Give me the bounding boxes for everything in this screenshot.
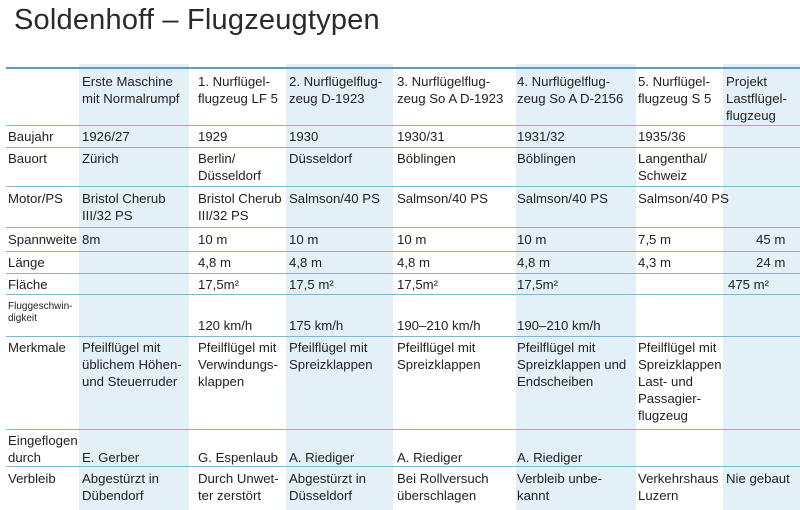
table-cell: Salmson/40 PS [638, 191, 729, 206]
table-cell: Salmson/40 PS [397, 191, 488, 206]
table-rule [6, 125, 800, 126]
table-cell: Pfeilflügel mit Verwindungs- klappen [198, 340, 278, 389]
table-cell: Pfeilflügel mit Spreizklappen Last- und Passagier- flugzeug [638, 340, 722, 423]
table-cell: 1931/32 [517, 129, 565, 144]
table-cell: Salmson/40 PS [517, 191, 608, 206]
table-cell: Pfeilflügel mit Spreizklappen [397, 340, 481, 372]
column-header: Projekt Lastflügel- flugzeug [726, 74, 787, 123]
table-cell: Pfeilflügel mit Spreizklappen und Endscheiben [517, 340, 627, 389]
table-cell: 4,8 m [289, 255, 322, 270]
table-cell: Pfeilflügel mit üblichem Höhen- und Steuerruder [82, 340, 182, 389]
table-rule [6, 147, 800, 148]
table-cell: 4,3 m [638, 255, 671, 270]
table-cell: E. Gerber [82, 450, 140, 465]
table-cell: Bei Rollversuch überschlagen [397, 471, 489, 503]
table-rule [6, 67, 800, 69]
table-cell: Düsseldorf [289, 151, 353, 166]
row-label: Verbleib [8, 471, 56, 486]
table-cell: 1929 [198, 129, 228, 144]
table-cell: 4,8 m [397, 255, 430, 270]
table-rule [6, 186, 800, 187]
row-label: Fluggeschwin- digkeit [8, 301, 73, 324]
table-cell: 475 m² [728, 277, 770, 292]
table-cell: 10 m [517, 232, 547, 247]
table-cell: 10 m [397, 232, 427, 247]
table-cell: 1935/36 [638, 129, 686, 144]
table-cell: 17,5m² [517, 277, 559, 292]
table-cell: 190–210 km/h [397, 318, 481, 333]
row-label: Merkmale [8, 340, 66, 355]
table-cell: 8m [82, 232, 101, 247]
table-cell: Nie gebaut [726, 471, 790, 486]
table-cell: Zürich [82, 151, 119, 166]
table-cell: 45 m [756, 232, 786, 247]
table-rule [6, 294, 800, 295]
table-cell: Böblingen [397, 151, 456, 166]
table-cell: 10 m [289, 232, 319, 247]
table-cell: 1930/31 [397, 129, 445, 144]
table-cell: Bristol Cherub III/32 PS [198, 191, 282, 223]
table-cell: Abgestürzt in Düsseldorf [289, 471, 366, 503]
row-label: Motor/PS [8, 191, 63, 206]
table-cell: 10 m [198, 232, 228, 247]
table-cell: G. Espenlaub [198, 450, 278, 465]
table-cell: Abgestürzt in Dübendorf [82, 471, 159, 503]
column-header: 4. Nurflügelflug- zeug So A D-2156 [517, 74, 624, 106]
table-cell: 4,8 m [517, 255, 550, 270]
table-cell: Verkehrshaus Luzern [638, 471, 719, 503]
table-cell: 120 km/h [198, 318, 253, 333]
column-header: Erste Maschine mit Normalrumpf [82, 74, 180, 106]
table-cell: 7,5 m [638, 232, 671, 247]
table-cell: 190–210 km/h [517, 318, 601, 333]
table-cell: 1926/27 [82, 129, 130, 144]
column-header: 3. Nurflügelflug- zeug So A D-1923 [397, 74, 504, 106]
row-label: Bauort [8, 151, 47, 166]
row-label: Fläche [8, 277, 48, 292]
page-title: Soldenhoff – Flugzeugtypen [14, 4, 380, 36]
table-cell: Bristol Cherub III/32 PS [82, 191, 166, 223]
table-rule [6, 251, 800, 252]
table-cell: Langenthal/ Schweiz [638, 151, 707, 183]
table-cell: Salmson/40 PS [289, 191, 380, 206]
aircraft-table [6, 64, 800, 510]
table-cell: 175 km/h [289, 318, 344, 333]
table-cell: Verbleib unbe- kannt [517, 471, 603, 503]
column-header: 5. Nurflügel- flugzeug S 5 [638, 74, 712, 106]
table-cell: Pfeilflügel mit Spreizklappen [289, 340, 373, 372]
table-cell: A. Riediger [517, 450, 583, 465]
table-rule [6, 227, 800, 228]
table-cell: 4,8 m [198, 255, 231, 270]
table-rule [6, 466, 800, 467]
table-rule [6, 273, 800, 274]
table-rule [6, 336, 800, 337]
row-label: Spannweite [8, 232, 77, 247]
table-cell: 1930 [289, 129, 319, 144]
table-cell: 17,5m² [397, 277, 439, 292]
table-cell: Berlin/ Düsseldorf [198, 151, 262, 183]
table-cell: Durch Unwet- ter zerstört [198, 471, 279, 503]
table-cell: Böblingen [517, 151, 576, 166]
column-header: 1. Nurflügel- flugzeug LF 5 [198, 74, 278, 106]
table-cell: 17,5m² [198, 277, 240, 292]
row-label: Eingeflogen durch [8, 433, 78, 465]
table-cell: A. Riediger [397, 450, 463, 465]
table-cell: A. Riediger [289, 450, 355, 465]
row-label: Länge [8, 255, 45, 270]
row-label: Baujahr [8, 129, 54, 144]
column-header: 2. Nurflügelflug- zeug D-1923 [289, 74, 383, 106]
table-cell: 17,5 m² [289, 277, 334, 292]
table-rule [6, 429, 800, 430]
table-cell: 24 m [756, 255, 786, 270]
